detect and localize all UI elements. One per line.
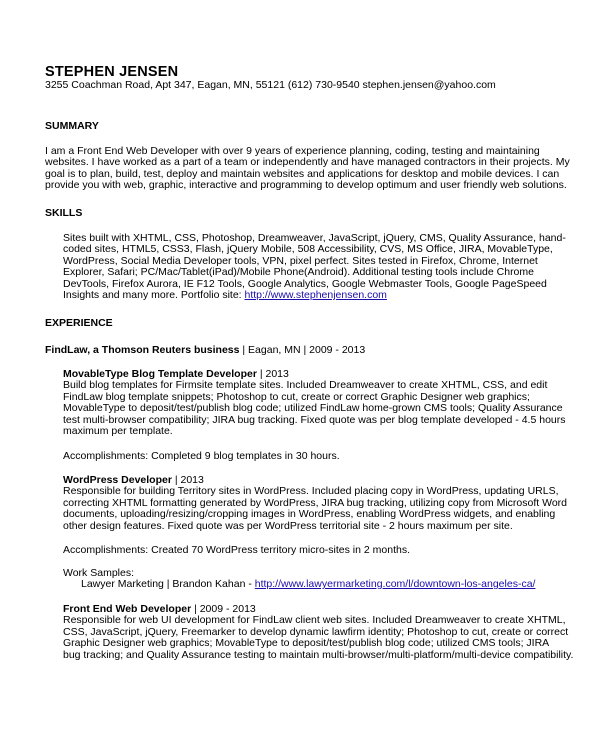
role-desc-line: other design features. Fixed quote was per WordPress territorial site - 2 hours maximum per site. bbox=[63, 519, 513, 532]
skills-heading: SKILLS bbox=[45, 207, 83, 219]
summary-heading: SUMMARY bbox=[45, 120, 99, 132]
skills-line: coded sites, HTML5, CSS3, Flash, jQuery Mobile, 508 Accessibility, CVS, MS Office, JIRA, MovableType, bbox=[63, 243, 553, 256]
role-frontend bbox=[63, 604, 573, 661]
role-date: | 2009 - 2013 bbox=[191, 603, 256, 615]
employer-details: | Eagan, MN | 2009 - 2013 bbox=[239, 344, 366, 356]
resume-name: STEPHEN JENSEN bbox=[45, 64, 179, 80]
role-desc-line: Build blog templates for Firmsite template sites. Included Dreamweaver to create XHTML, CSS, and edit bbox=[63, 379, 548, 392]
employer-name: FindLaw, a Thomson Reuters business bbox=[45, 344, 240, 356]
role-title: MovableType Blog Template Developer bbox=[63, 368, 257, 380]
work-sample-link[interactable]: http://www.lawyermarketing.com/l/downtown-los-angeles-ca/ bbox=[254, 578, 536, 590]
work-sample-line bbox=[81, 579, 535, 590]
skills-paragraph bbox=[63, 233, 566, 301]
accomplishments-wordpress: Accomplishments: Created 70 WordPress territory micro-sites in 2 months. bbox=[63, 544, 411, 556]
skills-last-line bbox=[63, 290, 566, 301]
employer-line bbox=[45, 345, 365, 356]
work-sample-prefix: Lawyer Marketing | Brandon Kahan - bbox=[81, 578, 255, 590]
role-desc-line: maximum per template. bbox=[63, 425, 173, 438]
role-title: WordPress Developer bbox=[63, 474, 172, 486]
role-desc-line: documents, uploading/resizing/cropping images in WordPress, enabling WordPress widgets, and enabling bbox=[63, 508, 556, 521]
summary-line: provide you with web, graphic, interactive and programming to develop optimum and user friendly web solutions. bbox=[45, 179, 567, 192]
role-desc-line: bug tracking; and Quality Assurance testing to maintain multi-browser/multi-platform/multi-device compatibility. bbox=[63, 648, 574, 661]
skills-line: DevTools, Firefox Aurora, IE F12 Tools, Google Analytics, Google Webmaster Tools, Google PageSpeed bbox=[63, 277, 547, 290]
accomplishments-movabletype: Accomplishments: Completed 9 blog templates in 30 hours. bbox=[63, 450, 340, 462]
contact-info: 3255 Coachman Road, Apt 347, Eagan, MN, 55121 (612) 730-9540 stephen.jensen@yahoo.com bbox=[45, 79, 496, 91]
role-date: | 2013 bbox=[256, 368, 289, 380]
role-desc-line: FindLaw blog template snippets; Photoshop to cut, create or correct Graphic Designer web graphics; bbox=[63, 390, 530, 403]
work-samples-label: Work Samples: bbox=[63, 567, 134, 579]
role-desc-line: Responsible for building Territory sites in WordPress. Included placing copy in WordPress, updating URLS, bbox=[63, 485, 559, 498]
role-desc-line: test multi-browser compatibility; JIRA bug tracking. Fixed quote was per blog template developed - 4.5 hours bbox=[63, 413, 566, 426]
role-movabletype bbox=[63, 369, 566, 437]
skills-line-prefix: Insights and many more. Portfolio site: bbox=[63, 289, 245, 302]
role-title: Front End Web Developer bbox=[63, 603, 192, 615]
role-wordpress bbox=[63, 475, 567, 532]
role-desc-line: Responsible for web UI development for FindLaw client web sites. Included Dreamweaver to create XHTML, bbox=[63, 614, 566, 627]
skills-line: Explorer, Safari; PC/Mac/Tablet(iPad)/Mobile Phone(Android). Additional testing tools include Chrome bbox=[63, 266, 534, 279]
role-desc-line: CSS, JavaScript, jQuery, Freemarker to develop dynamic lawfirm identity; Photoshop to cut, create or correct bbox=[63, 625, 569, 638]
portfolio-link[interactable]: http://www.stephenjensen.com bbox=[244, 289, 387, 302]
summary-line: I am a Front End Web Developer with over 9 years of experience planning, coding, testing and maintaining bbox=[45, 145, 540, 157]
summary-line: goal is to plan, build, test, deploy and maintain websites and applications for desktop and mobile devices. I can bbox=[45, 167, 560, 180]
summary-line: websites. I have worked as a part of a team or independently and have managed contractors in their projects. My bbox=[45, 156, 570, 169]
role-date: | 2013 bbox=[171, 474, 204, 486]
summary-paragraph bbox=[45, 145, 570, 192]
role-desc-line: MovableType to deposit/test/publish blog code; utilized FindLaw home-grown CMS tools; Quality Assurance bbox=[63, 402, 563, 415]
role-desc-line: Graphic Designer web graphics; MovableType to deposit/test/publish blog code; utilized CMS tools; JIRA bbox=[63, 637, 550, 650]
role-desc-line: correcting XHTML formatting generated by WordPress, JIRA bug tracking, utilizing copy from Microsoft Word bbox=[63, 496, 567, 509]
skills-line: Sites built with XHTML, CSS, Photoshop, Dreamweaver, JavaScript, jQuery, CMS, Quality Assurance, hand- bbox=[63, 232, 566, 244]
skills-line: WordPress, Social Media Developer tools, VPN, pixel perfect. Sites tested in Firefox, Chrome, Internet bbox=[63, 254, 538, 267]
experience-heading: EXPERIENCE bbox=[45, 317, 113, 329]
